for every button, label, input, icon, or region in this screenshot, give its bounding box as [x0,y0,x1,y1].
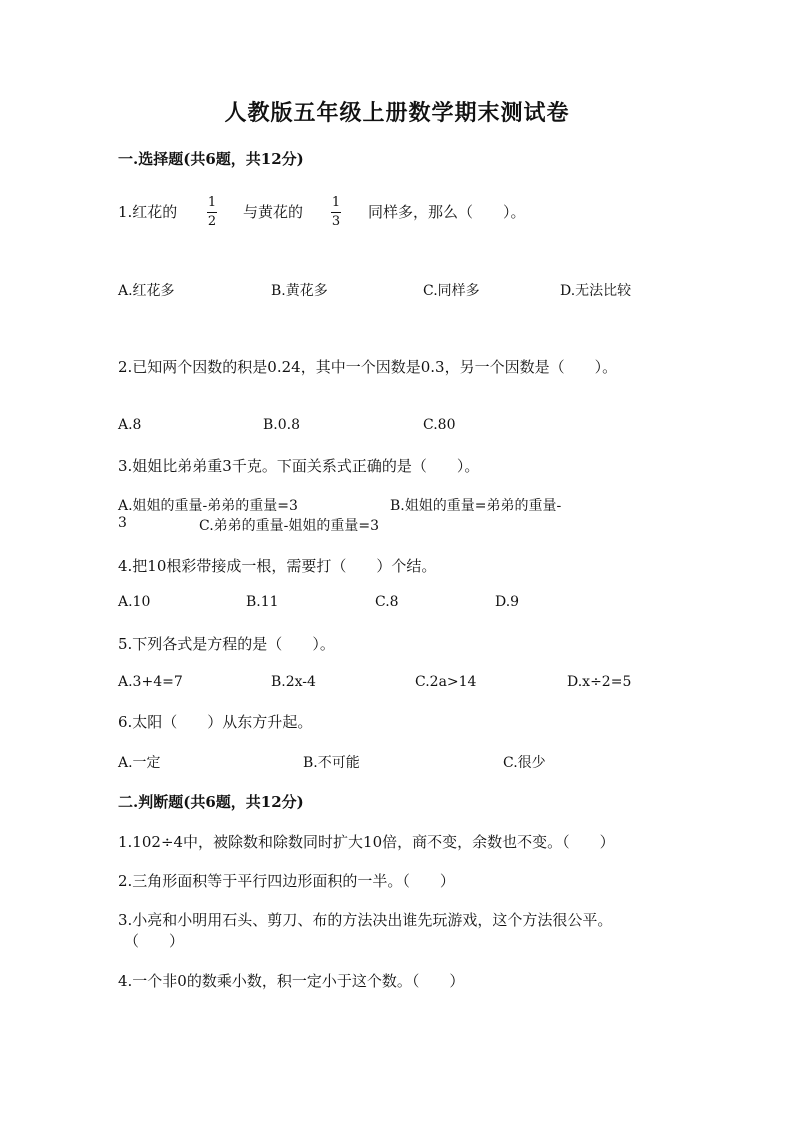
q1-option-c: C.同样多 [423,283,480,299]
q3-option-c: C.弟弟的重量-姐姐的重量=3 [199,518,380,534]
q1-option-d: D.无法比较 [560,283,632,299]
question-1-part3: 同样多，那么（ ）。 [368,203,526,221]
section-heading-judgement: 二.判断题(共6题，共12分) [118,793,304,811]
q4-option-b: B.11 [246,594,279,610]
q3-option-a: A.姐姐的重量-弟弟的重量=3 [118,498,298,514]
q5-option-d: D.x÷2=5 [567,674,632,690]
question-1-part2: 与黄花的 [243,203,304,221]
q2-option-a: A.8 [118,417,142,433]
fraction-denominator: 2 [207,214,217,229]
section-heading-choice: 一.选择题(共6题，共12分) [118,150,304,168]
q3-option-b-continued: 3 [118,515,127,531]
fraction-numerator: 1 [207,195,217,210]
fraction-denominator: 3 [331,214,341,229]
q1-option-a: A.红花多 [118,283,175,299]
judgement-question-1: 1.102÷4中，被除数和除数同时扩大10倍，商不变，余数也不变。（ ） [118,833,615,851]
q6-option-a: A.一定 [118,755,161,771]
fraction-bar [207,212,217,213]
question-3: 3.姐姐比弟弟重3千克。下面关系式正确的是（ ）。 [118,457,480,475]
judgement-question-2: 2.三角形面积等于平行四边形面积的一半。（ ） [118,872,455,890]
fraction-bar [331,212,341,213]
fraction-one-third [331,196,341,229]
q6-option-b: B.不可能 [303,755,360,771]
question-4: 4.把10根彩带接成一根，需要打（ ）个结。 [118,557,437,575]
judgement-question-4: 4.一个非0的数乘小数，积一定小于这个数。（ ） [118,972,465,990]
question-6: 6.太阳（ ）从东方升起。 [118,713,313,731]
q1-option-b: B.黄花多 [271,283,328,299]
q4-option-c: C.8 [375,594,399,610]
q5-option-b: B.2x-4 [271,674,316,690]
question-5: 5.下列各式是方程的是（ ）。 [118,635,335,653]
q6-option-c: C.很少 [503,755,546,771]
q3-option-b: B.姐姐的重量=弟弟的重量- [390,498,562,514]
question-2: 2.已知两个因数的积是0.24，其中一个因数是0.3，另一个因数是（ ）。 [118,358,618,376]
page-title: 人教版五年级上册数学期末测试卷 [224,100,570,126]
q5-option-c: C.2a>14 [415,674,477,690]
q4-option-d: D.9 [495,594,520,610]
q2-option-b: B.0.8 [263,417,301,433]
question-1-part1: 1.红花的 [118,203,178,221]
fraction-numerator: 1 [331,195,341,210]
judgement-question-3-blank: （ ） [124,932,185,950]
q2-option-c: C.80 [423,417,456,433]
q4-option-a: A.10 [118,594,151,610]
q5-option-a: A.3+4=7 [118,674,183,690]
judgement-question-3: 3.小亮和小明用石头、剪刀、布的方法决出谁先玩游戏，这个方法很公平。 [118,911,613,929]
fraction-one-half [207,196,217,229]
